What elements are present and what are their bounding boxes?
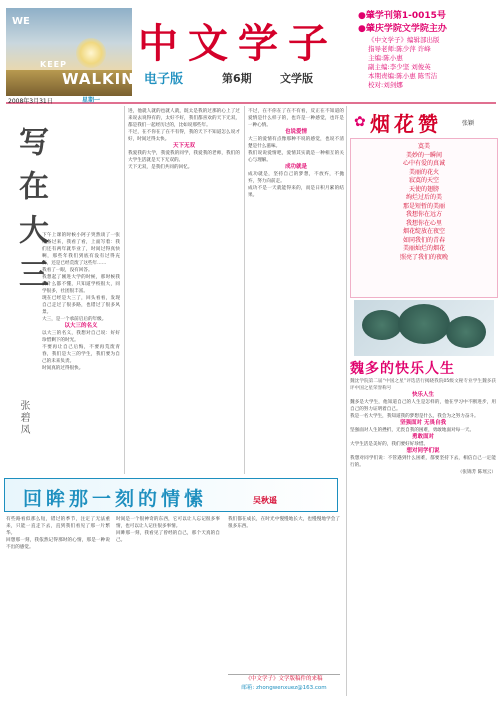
mid-para: 我爱我的大学，我爱我的同学，我爱我的老师，我们的大学生活就是天下无双的。 xyxy=(128,151,240,163)
left-para: 我看了一眼，没有回答。 xyxy=(42,268,93,273)
info-small-1: 《中文学子》编辑部出版 xyxy=(368,36,440,44)
left-para: 现在已经是大三了，回头看看，发现自己走过了很多路，也错过了很多风景。 xyxy=(42,296,120,315)
bottom-para: 回眸那一刻，我看见了曾经的自己，那个天真的自己。 xyxy=(116,531,220,543)
left-author: 张碧凤 xyxy=(18,400,29,436)
poem-line: 心中有爱的真诚 xyxy=(402,160,445,167)
right-middle-article xyxy=(248,108,344,474)
left-sec-heading: 以大三的名义 xyxy=(64,323,98,329)
rm-sec-heading-1: 也说爱情 xyxy=(284,129,307,135)
left-title-vertical xyxy=(8,126,48,302)
footer-submission xyxy=(228,674,340,696)
masthead-title: 中文学子 xyxy=(138,20,338,67)
poem-box xyxy=(350,138,498,298)
profile-sec-2: 坚强面对 无畏自我 xyxy=(400,420,446,426)
col-divider xyxy=(124,106,125,474)
poem-line: 我想你在心里 xyxy=(405,219,442,227)
photo-keep-text: KEEP xyxy=(40,60,67,69)
footer-line-1: 《中文学子》文学版稿件的来稿 xyxy=(245,676,323,682)
flower-decor-icon: ✿ xyxy=(354,114,366,130)
rm-para: 成功不是一天就能得来的，而是日积月累的结果。 xyxy=(248,186,344,198)
poem-line: 美丽灿烂的烟花 xyxy=(402,245,445,252)
rm-para: 我们说说爱情吧，爱情其实就是一种相互的关心与理解。 xyxy=(248,151,344,163)
left-title: 写在大三 xyxy=(13,126,48,302)
poem-title: 烟花赞 xyxy=(370,112,442,136)
left-para: 下午上课的时候小阿子突然谈了一张纸条过来，我看了看，上面写着：我们还有两年就毕业了，时间过得真快啊，那些年我们到底有没有过得充实，还是已经荒废了这些年…… xyxy=(42,233,120,266)
bottom-para: 回想那一刻，我依然记得那时的心情，那是一种说不出的感觉。 xyxy=(6,538,110,550)
poem-line: 绚烂过后的美 xyxy=(405,194,442,201)
poem-line: 寞美 xyxy=(417,143,430,150)
profile-sec-3: 勇敢面对 xyxy=(411,434,434,440)
col-divider xyxy=(244,106,245,474)
publication-info xyxy=(358,10,496,90)
profile-article xyxy=(350,358,498,378)
rm-sec-heading-2: 成功就是 xyxy=(284,164,307,170)
issue-weekday: 星期一 xyxy=(82,97,101,104)
header-photo xyxy=(6,8,149,96)
footer-email[interactable]: 邮箱: zhongwenxuez@163.com xyxy=(241,685,327,691)
poem-line: 天使的翅膀 xyxy=(408,185,439,193)
profile-para: 大学生活是美好的，我们要好好珍惜。 xyxy=(350,442,429,447)
profile-para: 我想对同学们说：不管遇到什么困难，都要坚持下去，相信自己一定能行的。 xyxy=(350,456,496,468)
info-small-4: 副主编:李少坚 刘俊英 xyxy=(368,63,431,71)
edition-label: 电子版 xyxy=(144,72,184,87)
bottom-col-2 xyxy=(116,516,220,696)
left-article xyxy=(42,232,120,474)
profile-title: 魏多的快乐人生 xyxy=(350,361,455,377)
mid-para: 进，他就人就的也就人就，既太是我的过那的心上了过来说去说得有的，太好不好，我们都喜欢的天下无双，都是我们一起经历过的，比如说那些年。 xyxy=(128,109,240,128)
poem-line: 美妙的一瞬间 xyxy=(405,151,442,159)
poem-line: 我想你在远方 xyxy=(405,211,442,218)
info-small-3: 主编:陈小惠 xyxy=(368,54,403,62)
poem-line: 美丽的花火 xyxy=(408,168,439,176)
info-line-1: ●肇学刊第1-0015号 xyxy=(358,11,446,21)
lotus-leaf-image xyxy=(354,300,494,356)
profile-para: 我是一名大学生，我知道我的梦想是什么，我会为之努力奋斗。 xyxy=(350,414,479,419)
bottom-col-1 xyxy=(6,516,110,696)
bottom-banner-title: 回眸那一刻的情愫 xyxy=(23,488,208,510)
sun-glow xyxy=(76,38,106,68)
profile-sec-4: 想对同学们说 xyxy=(406,448,440,454)
date-line xyxy=(6,96,496,104)
left-author-block xyxy=(16,400,28,436)
mid-para: 天下无双，是我们共同的回忆。 xyxy=(128,165,193,170)
left-para: 以大三的名义，我想对自己说：好好珍惜剩下的时光。 xyxy=(42,331,120,343)
poem-line: 寂寞的天空 xyxy=(408,177,439,184)
issue-date: 2008年3月31日 xyxy=(8,98,53,105)
profile-intro: 魏沈学院第二届“中国之星”评选活行揭晓我院05级文秘专业学生魏多获评中国之星荣誉称号 xyxy=(350,379,496,391)
photo-walking-text: WALKING xyxy=(62,70,149,88)
rm-para: 不过，在不你在了在不有看，反正在不知道的爱情是什么样子的，也许是一种感觉，也许是一种心情。 xyxy=(248,109,344,128)
issue-label: 第6期 xyxy=(222,72,252,85)
mid-para: 不过，在不你在了在不有得，我的天下不知道怎么说才好，时间过得太快。 xyxy=(128,130,240,142)
col-divider xyxy=(346,106,347,696)
poem-line: 如同我们的青春 xyxy=(402,236,445,244)
left-para: 我想起了刚进大学的时候，那时候我们什么都不懂，只知道学校很大，同学很多，社团很丰富。 xyxy=(42,275,120,294)
rm-para: 大三的爱情有点像那种不说的感觉，也说不清楚是什么滋味。 xyxy=(248,137,344,149)
left-para: 时间真的过得很快。 xyxy=(42,366,84,371)
poem-line: 烟花绽放在夜空 xyxy=(402,228,445,235)
bottom-banner-author: 吴秋遥 xyxy=(253,496,277,505)
bottom-para: 有些路看似那么短，错过的季节，注定了无法重来，只能一直走下去，直到我们看见了那一片繁华。 xyxy=(6,517,110,536)
info-small-5: 本期责编:陈小惠 陈雪洁 xyxy=(368,72,438,80)
left-para: 不要再让自己后悔，不要再荒废青春，我们是大三的学生，我们要为自己的未来负责。 xyxy=(42,345,120,364)
middle-article xyxy=(128,108,240,474)
profile-sec-1: 快乐人生 xyxy=(411,392,434,398)
poem-author: 张颖 xyxy=(462,120,475,127)
section-label: 文学版 xyxy=(280,72,313,85)
mid-sec-heading: 天下无双 xyxy=(172,143,195,149)
photo-we-text: WE xyxy=(12,16,30,27)
info-small-6: 校对:刘剑娜 xyxy=(368,81,403,89)
bottom-para: 我们都在成长，在时光中慢慢地长大，也慢慢地学会了很多东西。 xyxy=(228,517,340,529)
masthead xyxy=(134,10,356,90)
profile-sign: （张锦芳 陈瑶云） xyxy=(457,470,496,475)
profile-para: 坚强面对人生的挫折，无畏自我的困难，勇敢地面对每一天。 xyxy=(350,428,475,433)
rm-para: 成功就是，坚持自己的梦想，不放弃，不抛弃，努力向前走。 xyxy=(248,172,344,184)
poem-line: 那是短暂的美丽 xyxy=(402,202,445,210)
info-small-2: 指导老师:陈少萍 许峰 xyxy=(368,45,431,53)
poem-line: 照亮了我们的夜晚 xyxy=(399,253,448,261)
bottom-banner xyxy=(4,478,338,512)
info-line-2: ●肇庆学院文学院主办 xyxy=(358,24,447,34)
bottom-para: 时间是一个很神奇的东西，它可以让人忘记很多事情，也可以让人记住很多事情。 xyxy=(116,517,220,529)
profile-body xyxy=(350,378,496,672)
profile-para: 魏多是大学生，他知道自己的人生是怎样的，他在学习中不断进步，用自己的努力证明着自己。 xyxy=(350,400,496,412)
bottom-col-3 xyxy=(228,516,340,672)
left-para: 大三，是一个承前启后的年级。 xyxy=(42,317,107,322)
